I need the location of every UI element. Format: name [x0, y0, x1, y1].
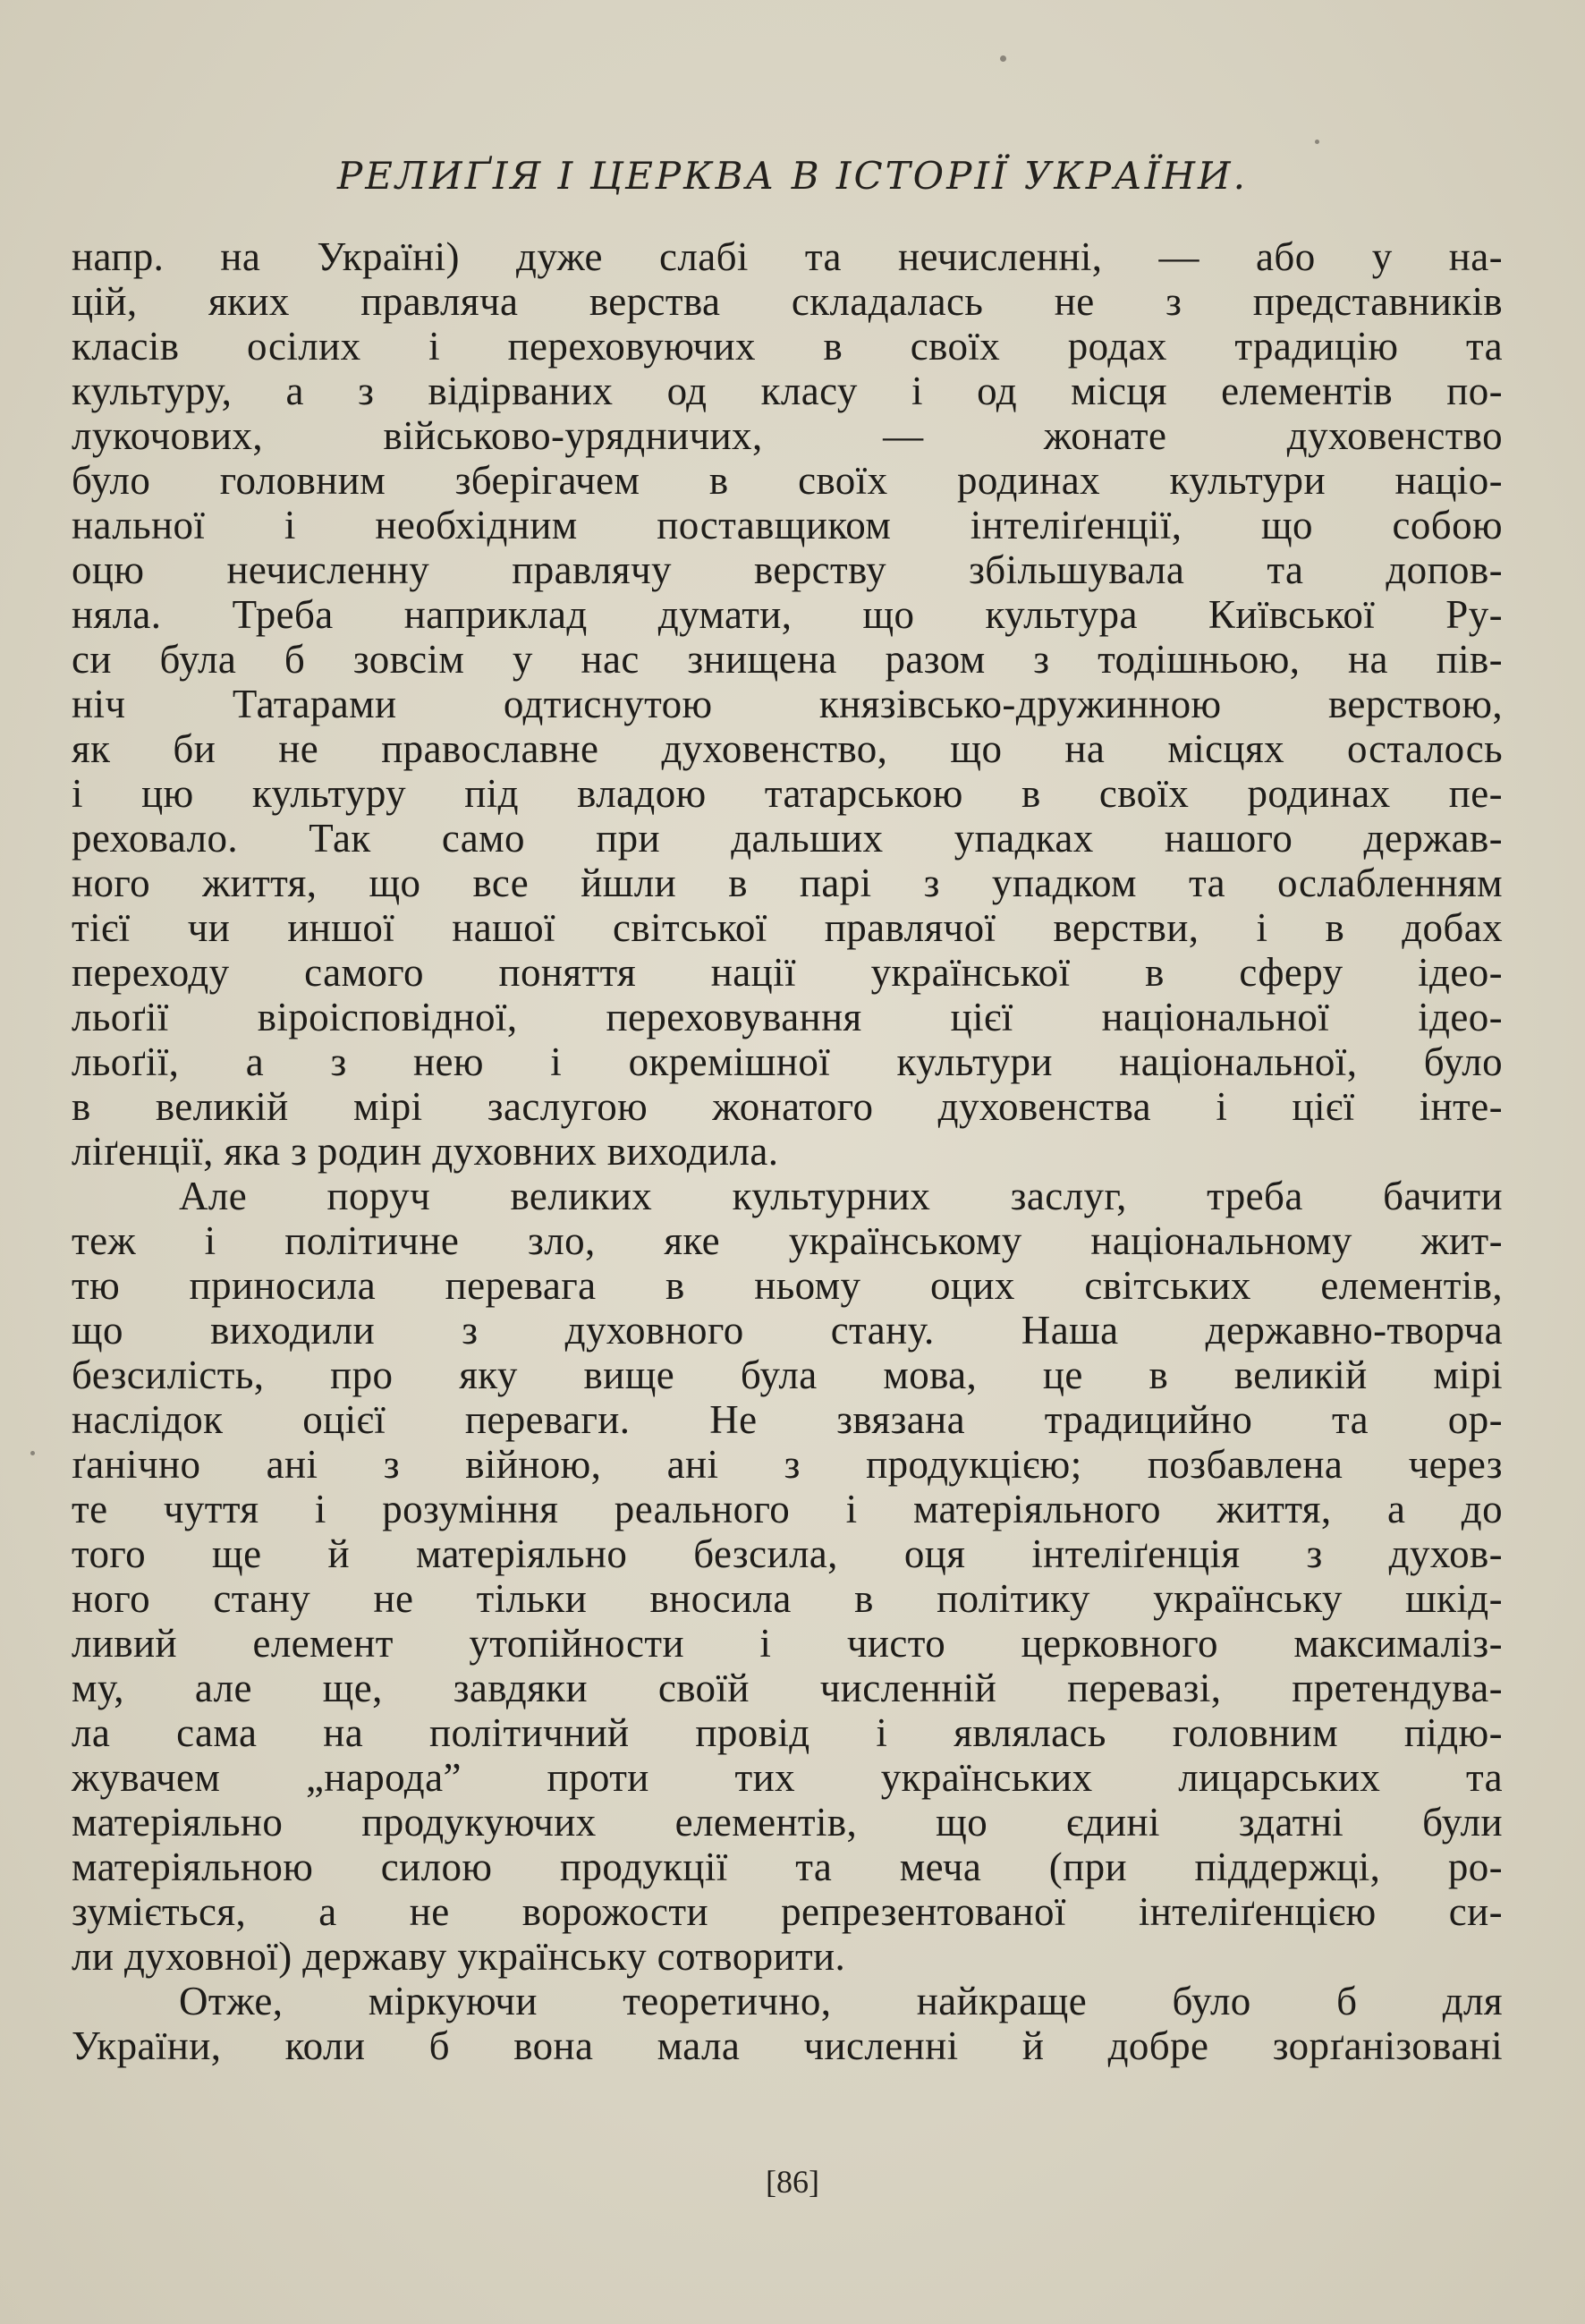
text-line: си була б зовсім у нас знищена разом з тодішньою, на пів-	[72, 637, 1503, 682]
text-line: як би не православне духовенство, що на місцях осталось	[72, 726, 1503, 771]
text-line: ного життя, що все йшли в парі з упадком та ослабленням	[72, 861, 1503, 905]
text-line: нальної і необхідним поставщиком інтеліґенції, що собою	[72, 503, 1503, 547]
text-line: ливий елемент утопійности і чисто церковного максималіз-	[72, 1621, 1503, 1666]
text-line: льоґії, а з нею і окремішної культури національної, було	[72, 1039, 1503, 1084]
paragraph	[72, 1979, 1503, 2068]
text-line: матеріяльною силою продукції та меча (при піддержці, ро-	[72, 1845, 1503, 1889]
text-line: жувачем „народа” проти тих українських лицарських та	[72, 1755, 1503, 1800]
running-title: РЕЛИҐІЯ І ЦЕРКВА В ІСТОРІЇ УКРАЇНИ.	[337, 154, 1248, 198]
text-line: няла. Треба наприклад думати, що культура Київської Ру-	[72, 592, 1503, 637]
text-line: му, але ще, завдяки своїй численній перевазі, претендува-	[72, 1666, 1503, 1710]
body-text	[72, 234, 1503, 2068]
paragraph	[72, 234, 1503, 1174]
ink-speck	[30, 1451, 35, 1455]
text-line: оцю нечисленну правлячу верству збільшувала та допов-	[72, 547, 1503, 592]
text-line: цій, яких правляча верства складалась не з представників	[72, 279, 1503, 324]
ink-speck	[1315, 140, 1319, 144]
text-line: льоґії віроісповідної, переховування цієї національної ідео-	[72, 995, 1503, 1039]
text-line: того ще й матеріяльно безсила, оця інтеліґенція з духов-	[72, 1531, 1503, 1576]
text-line: ліґенції, яка з родин духовних виходила.	[72, 1129, 779, 1174]
text-line: культуру, а з відірваних од класу і од місця елементів по-	[72, 369, 1503, 413]
text-line: тієї чи иншої нашої світської правлячої верстви, і в добах	[72, 905, 1503, 950]
text-line: лукочових, військово-урядничих, — жонате духовенство	[72, 413, 1503, 458]
text-line: в великій мірі заслугою жонатого духовенства і цієї інте-	[72, 1084, 1503, 1129]
text-line: тю приносила перевага в ньому оцих світських елементів,	[72, 1263, 1503, 1308]
text-line: ґанічно ані з війною, ані з продукцією; позбавлена через	[72, 1442, 1503, 1487]
text-line: наслідок оцієї переваги. Не звязана традицийно та ор-	[72, 1397, 1503, 1442]
text-line: класів осілих і переховуючих в своїх родах традицію та	[72, 324, 1503, 369]
text-line: що виходили з духовного стану. Наша державно-творча	[72, 1308, 1503, 1353]
text-line: і цю культуру під владою татарською в своїх родинах пе-	[72, 771, 1503, 816]
text-line: переходу самого поняття нації української в сферу ідео-	[72, 950, 1503, 995]
text-line: ніч Татарами одтиснутою князівсько-дружинною верствою,	[72, 682, 1503, 726]
text-line: реховало. Так само при дальших упадках нашого держав-	[72, 816, 1503, 861]
text-line: зуміється, а не ворожости репрезентованої інтеліґенцією си-	[72, 1889, 1503, 1934]
page-number: [86]	[766, 2164, 819, 2200]
ink-speck	[1000, 55, 1006, 62]
text-line: безсилість, про яку вище була мова, це в великій мірі	[72, 1353, 1503, 1397]
text-line: матеріяльно продукуючих елементів, що єдині здатні були	[72, 1800, 1503, 1845]
text-line: ла сама на політичний провід і являлась головним підю-	[72, 1710, 1503, 1755]
paragraph	[72, 1174, 1503, 1979]
text-line: ли духовної) державу українську сотворити.	[72, 1934, 846, 1979]
text-line: України, коли б вона мала численні й добре зорґанізовані	[72, 2023, 1503, 2068]
text-line: Отже, міркуючи теоретично, найкраще було б для	[179, 1979, 1503, 2023]
text-line: Але поруч великих культурних заслуг, треба бачити	[179, 1174, 1503, 1218]
text-line: напр. на Україні) дуже слабі та нечисленні, — або у на-	[72, 234, 1503, 279]
text-line: те чуття і розуміння реального і матеріяльного життя, а до	[72, 1487, 1503, 1531]
text-line: ного стану не тільки вносила в політику українську шкід-	[72, 1576, 1503, 1621]
text-line: було головним зберігачем в своїх родинах культури націо-	[72, 458, 1503, 503]
text-line: теж і політичне зло, яке українському національному жит-	[72, 1218, 1503, 1263]
